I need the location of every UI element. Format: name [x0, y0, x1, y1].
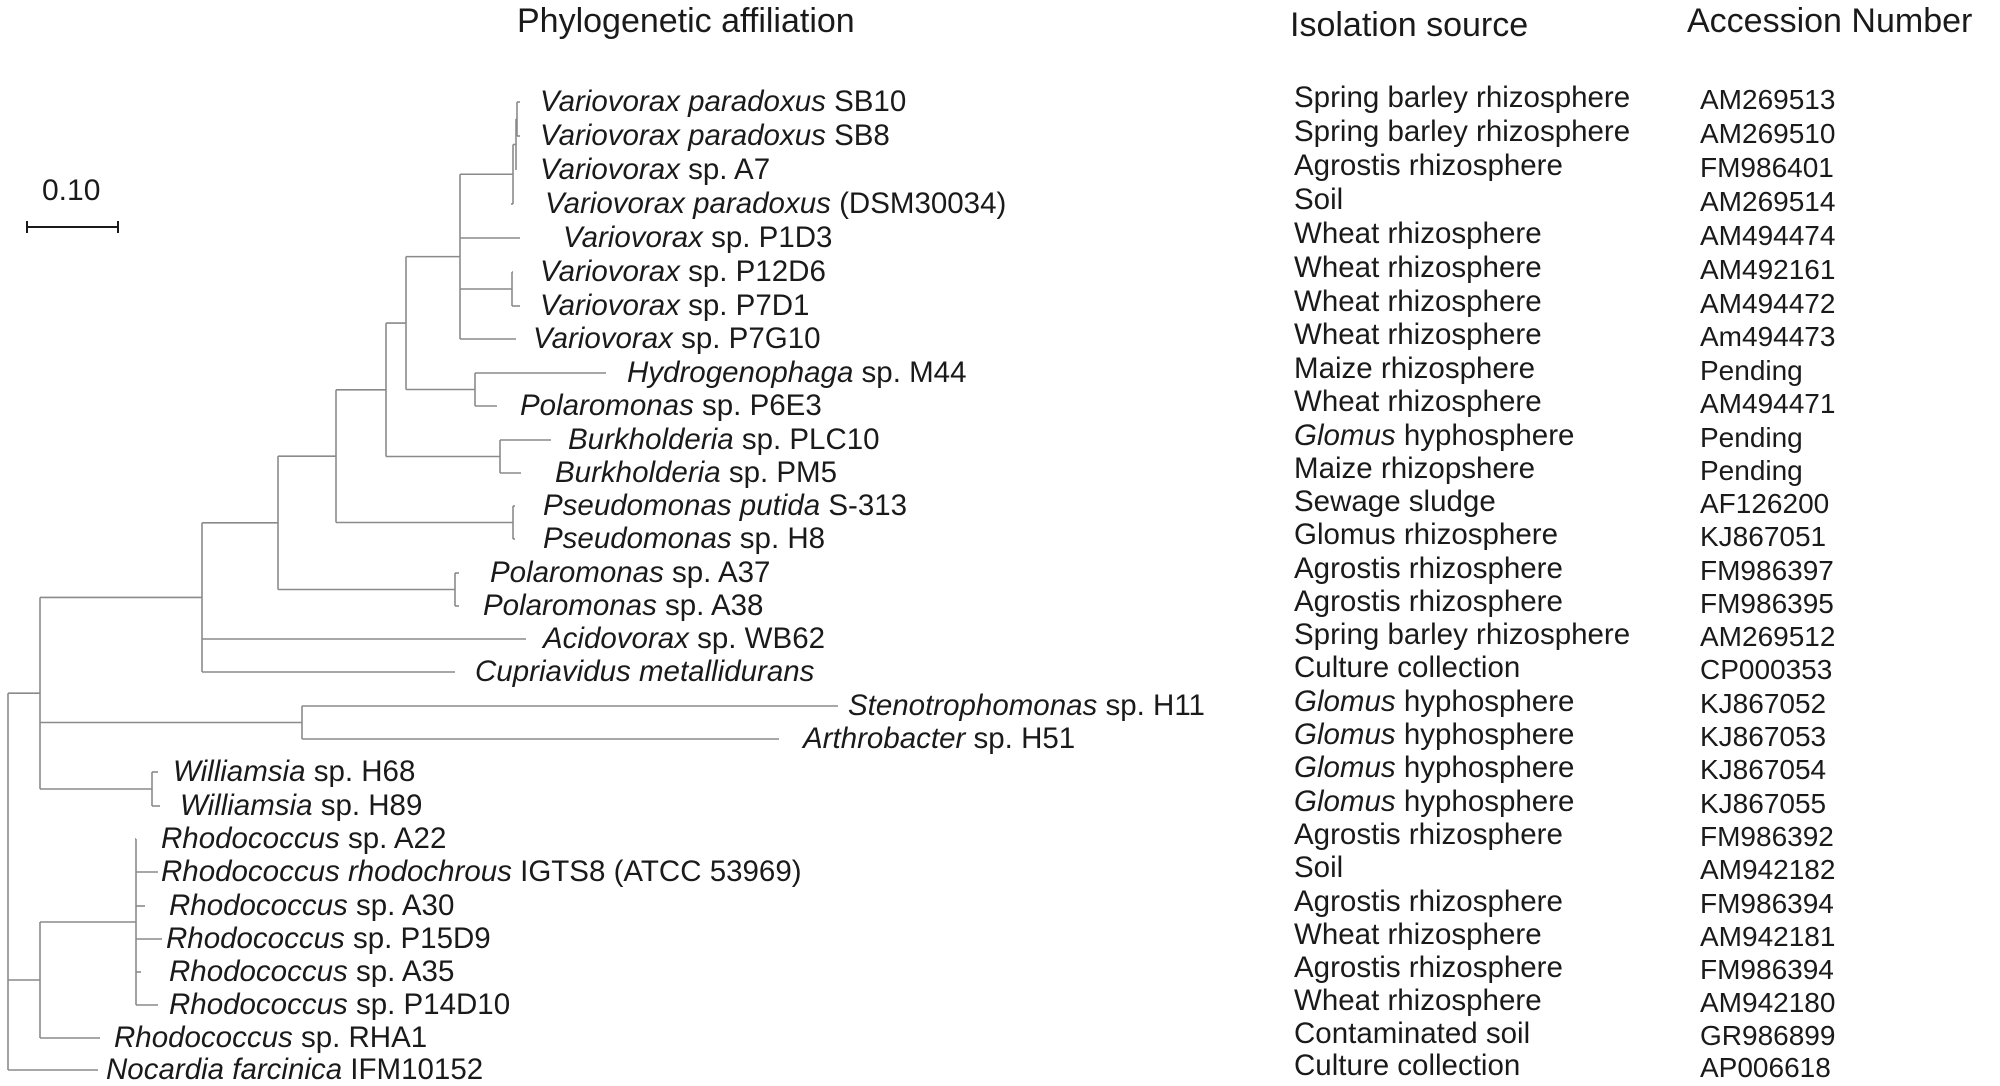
taxon-label [540, 87, 906, 117]
isolation-source [1294, 287, 1542, 317]
accession-number: CP000353 [1700, 654, 1833, 685]
isolation-source [1294, 487, 1496, 517]
accession-number: AM269512 [1700, 621, 1836, 652]
taxon-label [166, 924, 491, 954]
taxon-genus: Acidovorax [543, 622, 689, 655]
isolation-source-text: Agrostis rhizosphere [1294, 885, 1563, 918]
taxon-label [543, 491, 907, 521]
taxon-genus: Cupriavidus metallidurans [475, 655, 815, 688]
isolation-source-text: Glomus rhizosphere [1294, 518, 1558, 551]
isolation-source-text: Spring barley rhizosphere [1294, 115, 1631, 148]
taxon-label [161, 857, 802, 887]
isolation-source-text: Wheat rhizosphere [1294, 984, 1542, 1017]
taxon-strain: SB10 [825, 85, 907, 118]
isolation-source [1294, 354, 1535, 384]
isolation-source [1294, 853, 1343, 883]
taxon-label [627, 358, 967, 388]
taxon-genus: Rhodococcus [114, 1021, 293, 1054]
taxon-strain: sp. A7 [679, 153, 771, 186]
taxon-genus: Variovorax paradoxus [540, 119, 826, 152]
isolation-source [1294, 1051, 1520, 1081]
header-isolation-source: Isolation source [1290, 6, 1529, 44]
taxon-strain: sp. P6E3 [693, 389, 822, 422]
taxon-label [520, 391, 822, 421]
taxon-label [540, 155, 770, 185]
accession-number: KJ867052 [1700, 688, 1827, 719]
taxon-genus: Williamsia [173, 755, 306, 788]
taxon-strain: sp. P1D3 [702, 221, 833, 254]
taxon-label [533, 324, 821, 354]
taxon-genus: Nocardia farcinica [106, 1053, 343, 1086]
isolation-source-text: Agrostis rhizosphere [1294, 818, 1563, 851]
accession-number: AM269513 [1700, 84, 1836, 115]
isolation-source-text: hyphosphere [1403, 419, 1575, 452]
taxon-label [180, 791, 422, 821]
taxon-strain: sp. A35 [347, 955, 455, 988]
scale-bar [27, 221, 118, 233]
taxon-strain: sp. RHA1 [292, 1021, 428, 1054]
isolation-source [1294, 687, 1574, 717]
taxon-label [169, 990, 510, 1020]
taxon-genus: Polaromonas [483, 589, 657, 622]
taxon-strain: sp. H11 [1097, 689, 1205, 722]
taxon-genus: Variovorax [533, 322, 673, 355]
isolation-source-text: Wheat rhizosphere [1294, 285, 1542, 318]
taxon-genus: Variovorax [540, 289, 680, 322]
accession-number: AM942180 [1700, 987, 1836, 1018]
accession-number: FM986397 [1700, 555, 1834, 586]
taxon-label [545, 189, 1006, 219]
taxon-genus: Stenotrophomonas [848, 689, 1098, 722]
taxon-label [543, 624, 825, 654]
taxon-strain: sp. A30 [347, 889, 455, 922]
isolation-source [1294, 253, 1542, 283]
accession-number: FM986392 [1700, 821, 1834, 852]
taxon-genus: Pseudomonas putida [543, 489, 821, 522]
taxon-genus: Rhodococcus [169, 955, 348, 988]
taxon-strain: sp. WB62 [688, 622, 826, 655]
taxon-label [540, 257, 826, 287]
taxon-strain: sp. P14D10 [347, 988, 511, 1021]
taxon-label [540, 121, 890, 151]
isolation-source-text: Sewage sludge [1294, 485, 1496, 518]
isolation-source-text: Contaminated soil [1294, 1017, 1531, 1050]
isolation-source-text: Spring barley rhizosphere [1294, 81, 1631, 114]
taxon-strain: sp. P7G10 [672, 322, 821, 355]
isolation-source [1294, 753, 1574, 783]
isolation-source-italic: Glomus [1294, 718, 1404, 751]
taxon-genus: Rhodococcus [161, 822, 340, 855]
isolation-source-text: Agrostis rhizosphere [1294, 951, 1563, 984]
isolation-source-text: Soil [1294, 851, 1344, 884]
isolation-source [1294, 151, 1563, 181]
isolation-source [1294, 454, 1535, 484]
taxon-genus: Rhodococcus [166, 922, 345, 955]
taxon-genus: Rhodococcus rhodochrous [161, 855, 512, 888]
taxon-strain: sp. H51 [965, 722, 1076, 755]
taxon-strain: sp. P12D6 [679, 255, 826, 288]
header-accession-number: Accession Number [1687, 2, 1973, 40]
taxon-label [563, 223, 832, 253]
isolation-source [1294, 387, 1542, 417]
accession-number: KJ867055 [1700, 788, 1827, 819]
taxon-label [161, 824, 446, 854]
accession-number: AM494471 [1700, 388, 1836, 419]
isolation-source-text: Culture collection [1294, 651, 1521, 684]
isolation-source-italic: Glomus [1294, 685, 1404, 718]
isolation-source-text: hyphosphere [1403, 785, 1575, 818]
taxon-genus: Polaromonas [520, 389, 694, 422]
taxon-label [803, 724, 1075, 754]
taxon-label [540, 291, 809, 321]
accession-number: KJ867051 [1700, 521, 1827, 552]
taxon-genus: Variovorax [540, 255, 680, 288]
taxon-strain: IFM10152 [342, 1053, 484, 1086]
taxon-strain: (DSM30034) [830, 187, 1007, 220]
accession-number: KJ867053 [1700, 721, 1827, 752]
taxon-label [106, 1055, 483, 1085]
isolation-source [1294, 920, 1542, 950]
accession-number: FM986394 [1700, 888, 1834, 919]
isolation-source [1294, 520, 1558, 550]
isolation-source [1294, 986, 1542, 1016]
taxon-genus: Polaromonas [490, 556, 664, 589]
isolation-source-text: Wheat rhizosphere [1294, 251, 1542, 284]
taxon-genus: Rhodococcus [169, 889, 348, 922]
isolation-source-text: Spring barley rhizosphere [1294, 618, 1631, 651]
isolation-source [1294, 887, 1563, 917]
taxon-label [114, 1023, 427, 1053]
isolation-source-text: Soil [1294, 183, 1344, 216]
isolation-source [1294, 620, 1630, 650]
taxon-genus: Rhodococcus [169, 988, 348, 1021]
isolation-source [1294, 787, 1574, 817]
isolation-source [1294, 185, 1343, 215]
accession-number: AM494474 [1700, 220, 1836, 251]
taxon-strain: SB8 [825, 119, 890, 152]
isolation-source-italic: Glomus [1294, 751, 1404, 784]
accession-number: AF126200 [1700, 488, 1830, 519]
taxon-strain: sp. PLC10 [733, 423, 880, 456]
accession-number: Am494473 [1700, 321, 1836, 352]
header-phylogenetic-affiliation: Phylogenetic affiliation [517, 2, 855, 40]
taxon-label [543, 524, 825, 554]
taxon-strain: sp. A37 [663, 556, 771, 589]
taxon-genus: Hydrogenophaga [627, 356, 854, 389]
isolation-source [1294, 953, 1563, 983]
taxon-strain: sp. M44 [853, 356, 967, 389]
isolation-source-text: Wheat rhizosphere [1294, 385, 1542, 418]
accession-number: Pending [1700, 455, 1803, 486]
accession-number: Pending [1700, 355, 1803, 386]
isolation-source-text: Agrostis rhizosphere [1294, 585, 1563, 618]
taxon-label [169, 957, 454, 987]
isolation-source [1294, 83, 1630, 113]
accession-number: FM986395 [1700, 588, 1834, 619]
taxon-label [555, 458, 837, 488]
isolation-source [1294, 554, 1563, 584]
accession-number: Pending [1700, 422, 1803, 453]
isolation-source-text: Agrostis rhizosphere [1294, 149, 1563, 182]
isolation-source-text: Maize rhizosphere [1294, 352, 1536, 385]
accession-number: GR986899 [1700, 1020, 1836, 1051]
accession-number: AM942182 [1700, 854, 1836, 885]
accession-number: AM269510 [1700, 118, 1836, 149]
isolation-source-text: hyphosphere [1403, 685, 1575, 718]
taxon-strain: sp. PM5 [720, 456, 838, 489]
accession-number: FM986394 [1700, 954, 1834, 985]
taxon-strain: sp. H68 [305, 755, 416, 788]
taxon-genus: Variovorax [540, 153, 680, 186]
taxon-genus: Variovorax [563, 221, 703, 254]
taxon-label [475, 657, 814, 687]
isolation-source-text: Culture collection [1294, 1049, 1521, 1082]
taxon-genus: Variovorax paradoxus [540, 85, 826, 118]
taxon-genus: Burkholderia [555, 456, 721, 489]
taxon-genus: Pseudomonas [543, 522, 732, 555]
taxon-label [173, 757, 415, 787]
taxon-genus: Arthrobacter [803, 722, 966, 755]
isolation-source [1294, 587, 1563, 617]
isolation-source [1294, 653, 1520, 683]
accession-number: AP006618 [1700, 1052, 1831, 1083]
accession-number: AM942181 [1700, 921, 1836, 952]
isolation-source-text: Wheat rhizosphere [1294, 918, 1542, 951]
taxon-strain: sp. A22 [339, 822, 447, 855]
taxon-genus: Burkholderia [568, 423, 734, 456]
isolation-source-text: Agrostis rhizosphere [1294, 552, 1563, 585]
isolation-source [1294, 421, 1574, 451]
isolation-source [1294, 219, 1542, 249]
isolation-source-text: Wheat rhizosphere [1294, 217, 1542, 250]
accession-number: AM269514 [1700, 186, 1836, 217]
taxon-strain: sp. P7D1 [679, 289, 810, 322]
taxon-label [483, 591, 763, 621]
taxon-strain: sp. P15D9 [344, 922, 491, 955]
taxon-genus: Variovorax paradoxus [545, 187, 831, 220]
taxon-genus: Williamsia [180, 789, 313, 822]
accession-number: AM494472 [1700, 288, 1836, 319]
isolation-source-text: hyphosphere [1403, 718, 1575, 751]
taxon-strain: sp. H89 [312, 789, 423, 822]
isolation-source-italic: Glomus [1294, 419, 1404, 452]
accession-number: AM492161 [1700, 254, 1836, 285]
taxon-label [848, 691, 1205, 721]
isolation-source [1294, 320, 1542, 350]
taxon-label [568, 425, 880, 455]
isolation-source-text: Maize rhizopshere [1294, 452, 1536, 485]
accession-number: KJ867054 [1700, 754, 1827, 785]
taxon-label [490, 558, 770, 588]
isolation-source-text: Wheat rhizosphere [1294, 318, 1542, 351]
taxon-strain: sp. H8 [731, 522, 826, 555]
isolation-source [1294, 820, 1563, 850]
accession-number: FM986401 [1700, 152, 1834, 183]
taxon-strain: S-313 [820, 489, 908, 522]
isolation-source-italic: Glomus [1294, 785, 1404, 818]
isolation-source [1294, 720, 1574, 750]
taxon-strain: IGTS8 (ATCC 53969) [511, 855, 802, 888]
isolation-source [1294, 117, 1630, 147]
taxon-strain: sp. A38 [656, 589, 764, 622]
taxon-label [169, 891, 454, 921]
isolation-source-text: hyphosphere [1403, 751, 1575, 784]
isolation-source [1294, 1019, 1530, 1049]
scale-bar-label: 0.10 [42, 174, 101, 207]
